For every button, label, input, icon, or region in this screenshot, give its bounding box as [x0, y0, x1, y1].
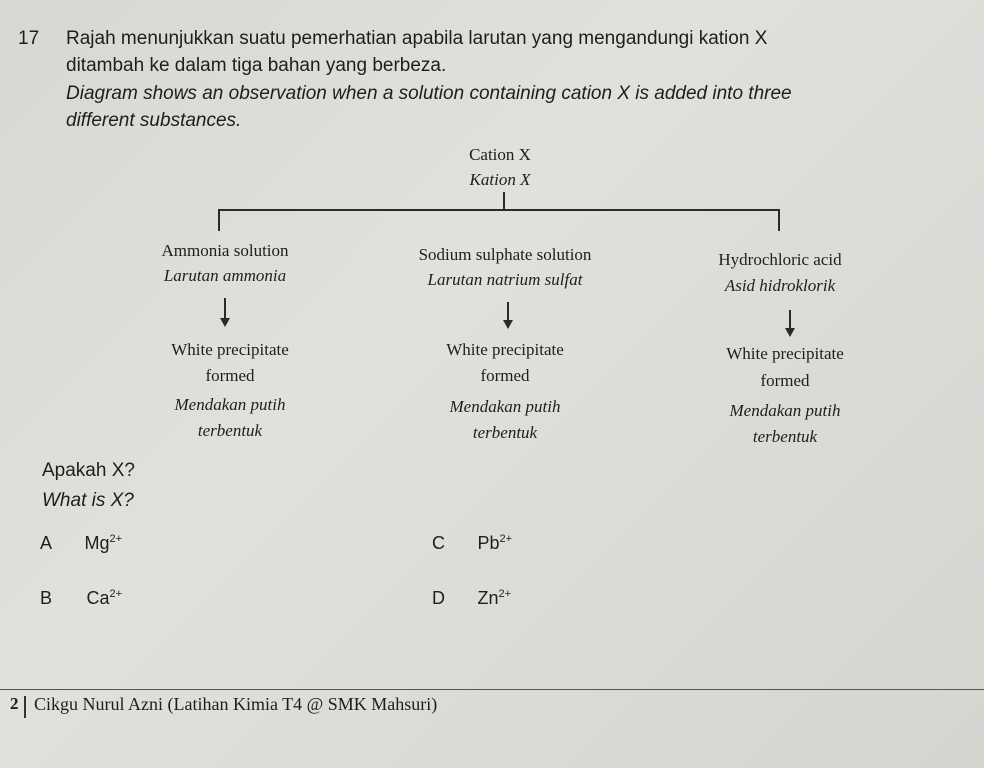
- arrow-shaft: [224, 298, 226, 320]
- arrow-down-icon: [220, 318, 230, 327]
- prompt-malay: Apakah X?: [42, 460, 135, 481]
- result-english-line2: formed: [205, 366, 255, 385]
- footer-divider: [24, 696, 26, 718]
- prompt-english: What is X?: [42, 490, 134, 511]
- option-letter: D: [432, 588, 445, 608]
- result-malay-line1: Mendakan putih: [449, 397, 561, 416]
- question-text-english-line2: different substances.: [66, 110, 242, 131]
- question-text-malay-line1: Rajah menunjukkan suatu pemerhatian apabila larutan yang mengandungi kation X: [66, 28, 768, 49]
- footer-text: Cikgu Nurul Azni (Latihan Kimia T4 @ SMK Mahsuri): [34, 694, 438, 714]
- result-english-line1: White precipitate: [726, 344, 844, 363]
- option-value: $Zn^{2+}$: [477, 588, 512, 608]
- result-english-line1: White precipitate: [446, 340, 564, 359]
- reagent-malay: Asid hidroklorik: [724, 276, 836, 295]
- page-number: 2: [10, 694, 19, 713]
- result-malay-line2: terbentuk: [752, 427, 818, 446]
- option-value: $Mg^{2+}$: [84, 533, 123, 553]
- footer-rule: [0, 689, 984, 690]
- reagent-malay: Larutan ammonia: [163, 266, 287, 285]
- option-b[interactable]: [40, 588, 122, 609]
- option-d[interactable]: [432, 588, 511, 609]
- branch-drop-right: [778, 209, 780, 231]
- result-malay-line2: terbentuk: [197, 421, 263, 440]
- question-text-english-line1: Diagram shows an observation when a solution containing cation X is added into three: [66, 83, 792, 104]
- result-malay-line2: terbentuk: [472, 423, 538, 442]
- arrow-down-icon: [785, 328, 795, 337]
- result-english-line2: formed: [760, 371, 810, 390]
- option-a[interactable]: [40, 533, 122, 554]
- option-value: $Ca^{2+}$: [86, 588, 123, 608]
- result-malay-line1: Mendakan putih: [729, 401, 841, 420]
- option-c[interactable]: [432, 533, 512, 554]
- result-english-line2: formed: [480, 366, 530, 385]
- reagent-english: Hydrochloric acid: [718, 250, 842, 269]
- root-label-english: Cation X: [469, 145, 531, 164]
- reagent-malay: Larutan natrium sulfat: [427, 270, 583, 289]
- question-text-malay-line2: ditambah ke dalam tiga bahan yang berbeza.: [66, 55, 447, 76]
- result-malay-line1: Mendakan putih: [174, 395, 286, 414]
- option-letter: C: [432, 533, 445, 553]
- option-value: $Pb^{2+}$: [477, 533, 513, 553]
- branch-drop-left: [218, 209, 220, 231]
- option-letter: B: [40, 588, 53, 608]
- reagent-english: Sodium sulphate solution: [418, 245, 592, 264]
- root-connector: [503, 192, 505, 210]
- branch-bar: [218, 209, 780, 211]
- reagent-english: Ammonia solution: [161, 241, 289, 260]
- arrow-shaft: [789, 310, 791, 330]
- arrow-down-icon: [503, 320, 513, 329]
- result-english-line1: White precipitate: [171, 340, 289, 359]
- arrow-shaft: [507, 302, 509, 322]
- question-number: 17: [18, 28, 40, 49]
- root-label-malay: Kation X: [469, 170, 531, 189]
- option-letter: A: [40, 533, 53, 553]
